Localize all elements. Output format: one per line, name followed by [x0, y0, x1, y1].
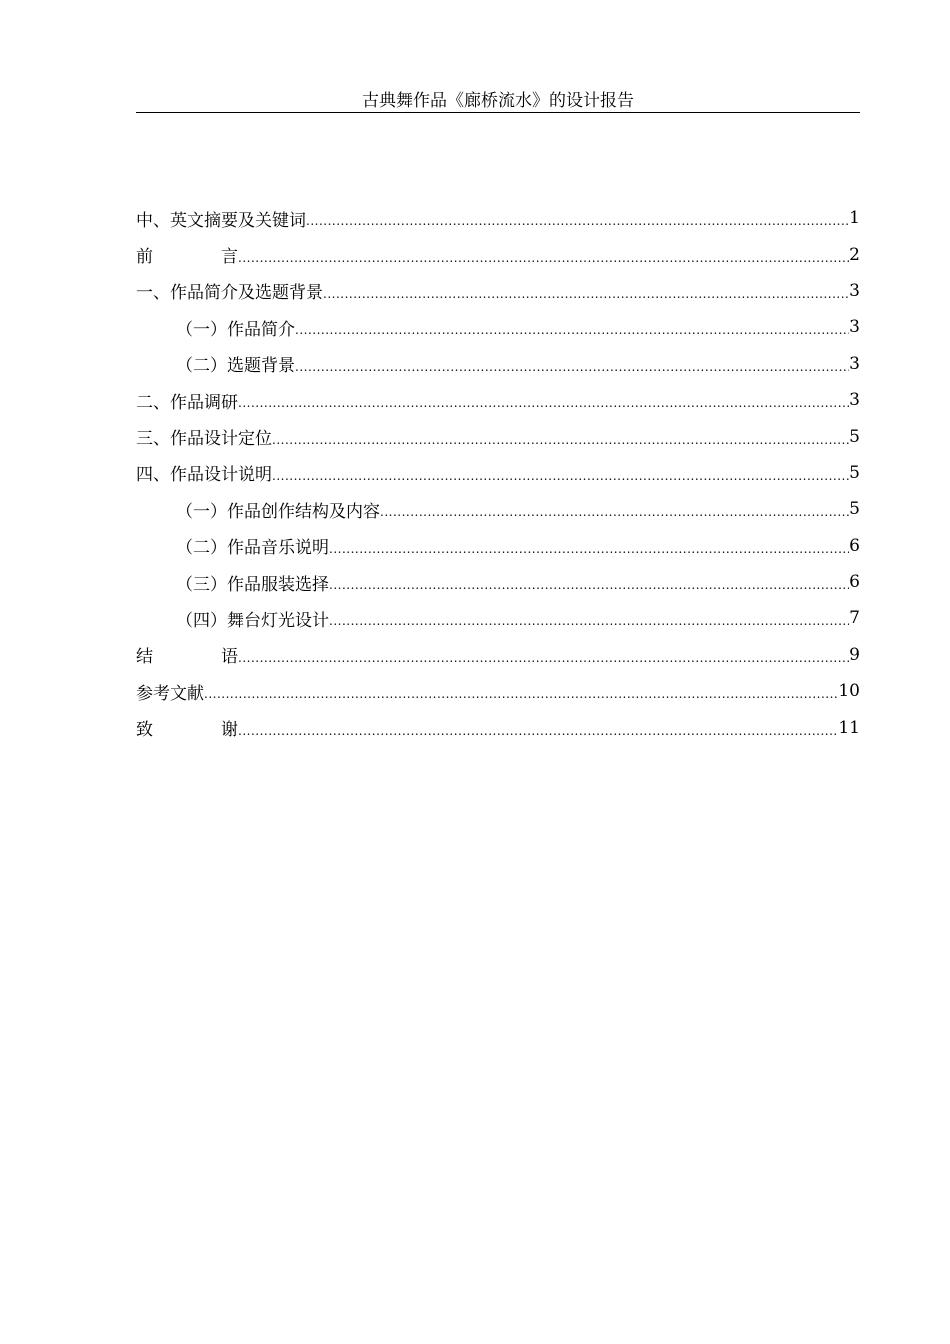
toc-entry-text: （一）作品创作结构及内容	[176, 497, 380, 522]
toc-entry-section-4-3[interactable]	[136, 564, 860, 600]
table-of-contents	[136, 200, 860, 746]
toc-entry-page: 6	[849, 535, 860, 556]
toc-entry-page: 5	[849, 426, 860, 447]
toc-entry-text: （一）作品简介	[176, 315, 295, 340]
toc-entry-page: 7	[849, 608, 860, 629]
toc-entry-text: （二）选题背景	[176, 351, 295, 376]
toc-leader-dots	[238, 396, 849, 410]
toc-leader-dots	[295, 323, 849, 337]
toc-entry-text: 二、作品调研	[136, 388, 238, 413]
toc-leader-dots	[272, 433, 849, 447]
toc-leader-dots	[306, 214, 849, 228]
toc-entry-page: 6	[849, 572, 860, 593]
toc-entry-conclusion[interactable]	[136, 637, 860, 673]
toc-entry-section-4-1[interactable]	[136, 491, 860, 527]
toc-leader-dots	[380, 505, 849, 519]
toc-leader-dots	[329, 614, 849, 628]
toc-entry-text: （三）作品服装选择	[176, 570, 329, 595]
toc-entry-text: 一、作品简介及选题背景	[136, 278, 323, 303]
toc-leader-dots	[238, 251, 849, 265]
toc-entry-text: 前 言	[136, 242, 238, 267]
toc-entry-page: 11	[838, 717, 860, 738]
toc-leader-dots	[238, 651, 849, 665]
toc-leader-dots	[295, 360, 849, 374]
toc-entry-section-4-4[interactable]	[136, 600, 860, 636]
toc-entry-text: （四）舞台灯光设计	[176, 606, 329, 631]
toc-entry-section-3[interactable]	[136, 418, 860, 454]
toc-entry-text: 致 谢	[136, 715, 238, 740]
toc-leader-dots	[272, 469, 849, 483]
toc-entry-page: 3	[849, 353, 860, 374]
toc-entry-section-1-1[interactable]	[136, 309, 860, 345]
toc-entry-section-2[interactable]	[136, 382, 860, 418]
toc-leader-dots	[323, 287, 849, 301]
toc-entry-page: 9	[849, 644, 860, 665]
toc-entry-page: 3	[849, 317, 860, 338]
toc-entry-abstract[interactable]	[136, 200, 860, 236]
toc-entry-text: 参考文献	[136, 679, 204, 704]
toc-entry-text: 中、英文摘要及关键词	[136, 206, 306, 231]
toc-entry-page: 3	[849, 280, 860, 301]
document-title: 古典舞作品《廊桥流水》的设计报告	[362, 91, 634, 111]
toc-leader-dots	[238, 724, 838, 738]
toc-entry-text: （二）作品音乐说明	[176, 533, 329, 558]
toc-leader-dots	[329, 578, 849, 592]
toc-leader-dots	[329, 542, 849, 556]
toc-entry-page: 5	[849, 499, 860, 520]
toc-entry-acknowledgements[interactable]	[136, 709, 860, 745]
toc-entry-preface[interactable]	[136, 236, 860, 272]
toc-entry-page: 2	[849, 244, 860, 265]
toc-entry-references[interactable]	[136, 673, 860, 709]
toc-entry-page: 5	[849, 462, 860, 483]
toc-entry-section-4-2[interactable]	[136, 528, 860, 564]
toc-entry-page: 1	[849, 208, 860, 229]
toc-entry-page: 3	[849, 390, 860, 411]
toc-entry-text: 四、作品设计说明	[136, 460, 272, 485]
toc-entry-text: 结 语	[136, 642, 238, 667]
toc-entry-section-4[interactable]	[136, 455, 860, 491]
toc-entry-section-1-2[interactable]	[136, 346, 860, 382]
toc-leader-dots	[204, 687, 838, 701]
toc-entry-page: 10	[838, 681, 860, 702]
toc-entry-section-1[interactable]	[136, 273, 860, 309]
toc-entry-text: 三、作品设计定位	[136, 424, 272, 449]
page-header	[136, 90, 860, 113]
